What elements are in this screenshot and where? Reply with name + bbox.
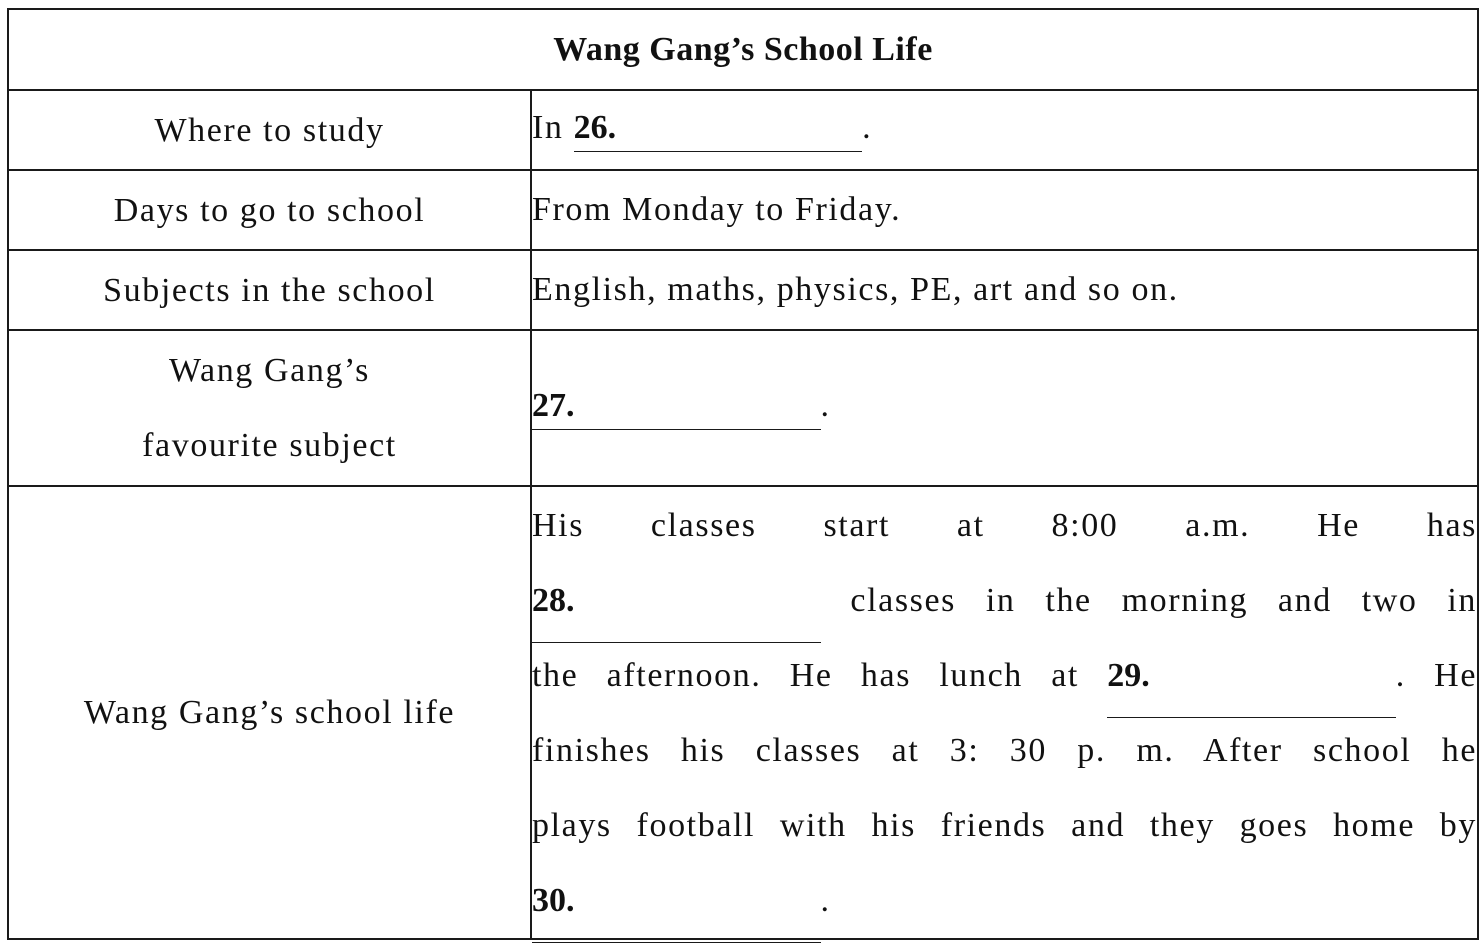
row-label-school-life: Wang Gang’s school life [8, 486, 531, 939]
paragraph-line-3 [532, 638, 1477, 713]
row-label-favourite-subject [8, 330, 531, 486]
value-suffix: . [820, 386, 831, 424]
school-life-table [7, 8, 1479, 940]
line2-rest: classes in the morning and two in [850, 581, 1478, 619]
paragraph-line-6 [532, 863, 1477, 938]
line6-suffix: . [820, 881, 831, 919]
answer-blank-28[interactable] [532, 563, 821, 643]
line3-suffix: . He [1395, 656, 1478, 694]
paragraph-line-5: plays football with his friends and they goes home by [532, 806, 1478, 844]
label-line-1: Wang Gang’s [169, 352, 370, 390]
row-value-days: From Monday to Friday. [531, 170, 1478, 250]
row-value-subjects: English, maths, physics, PE, art and so on. [531, 250, 1478, 330]
answer-blank-29[interactable] [1107, 638, 1396, 718]
blank-number-26: 26. [573, 108, 617, 146]
row-label-where-to-study: Where to study [8, 90, 531, 170]
paragraph-line-4: finishes his classes at 3: 30 p. m. After school he [532, 731, 1478, 769]
line3-prefix: the afternoon. He has lunch at [532, 656, 1108, 694]
row-label-days: Days to go to school [8, 170, 531, 250]
table-title: Wang Gang’s School Life [8, 9, 1478, 90]
table-row [8, 250, 1478, 330]
row-value-where-to-study [531, 90, 1478, 170]
table-row [8, 90, 1478, 170]
paragraph-line-2 [532, 563, 1477, 638]
table-row [8, 486, 1478, 939]
answer-blank-26[interactable] [574, 109, 863, 152]
paragraph-line-1: His classes start at 8:00 a.m. He has [532, 506, 1478, 544]
school-life-paragraph [532, 488, 1477, 938]
blank-number-30: 30. [532, 881, 575, 919]
row-value-school-life [531, 486, 1478, 939]
blank-number-28: 28. [532, 581, 575, 619]
blank-number-29: 29. [1107, 656, 1150, 694]
value-suffix: . [862, 108, 873, 146]
table-row [8, 170, 1478, 250]
value-prefix: In [532, 108, 574, 146]
table-row [8, 330, 1478, 486]
row-value-favourite-subject [531, 330, 1478, 486]
answer-blank-30[interactable] [532, 863, 821, 943]
answer-blank-27[interactable] [532, 387, 821, 430]
blank-number-27: 27. [532, 386, 575, 424]
label-line-2: favourite subject [142, 427, 397, 465]
row-label-subjects: Subjects in the school [8, 250, 531, 330]
